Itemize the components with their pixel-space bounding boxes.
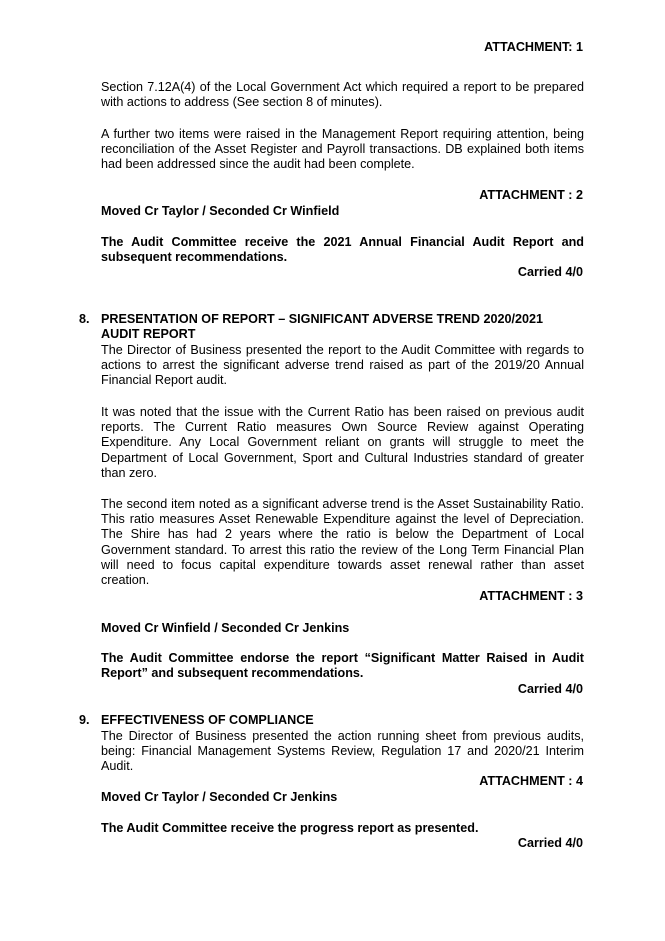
intro-paragraph-1: Section 7.12A(4) of the Local Government Act which required a report to be prepared with actions to address (See section 8 of minutes). [101,80,584,110]
carried-label-3: Carried 4/0 [517,836,583,850]
attachment-label-2: ATTACHMENT : 2 [479,188,583,202]
motion-moved-2: Moved Cr Winfield / Seconded Cr Jenkins [101,621,350,635]
motion-moved-1: Moved Cr Taylor / Seconded Cr Winfield [101,204,340,218]
section-8-paragraph-3: The second item noted as a significant adverse trend is the Asset Sustainability Ratio. This ratio measures Asset Renewable Expenditure against the level of Depreciation. The Shire has had 2 years where the ratio is below the Department of Local Government standard. To arrest this ratio the review of the Long Term Financial Plan will need to focus capital expenditure towards asset renewal rather than asset creation. [101,497,584,588]
resolution-3: The Audit Committee receive the progress report as presented. [101,821,479,835]
attachment-label-4: ATTACHMENT : 4 [479,774,583,788]
section-9-paragraph-1: The Director of Business presented the action running sheet from previous audits, being: Financial Management Systems Review, Regulation 17 and 2020/21 Interim Audit. [101,729,584,774]
motion-moved-3: Moved Cr Taylor / Seconded Cr Jenkins [101,790,338,804]
resolution-2: The Audit Committee endorse the report “Significant Matter Raised in Audit Report” and subsequent recommendations. [101,651,584,681]
section-8-title: PRESENTATION OF REPORT – SIGNIFICANT ADVERSE TREND 2020/2021 AUDIT REPORT [101,312,544,342]
carried-label-2: Carried 4/0 [517,682,583,696]
section-8-paragraph-1: The Director of Business presented the report to the Audit Committee with regards to actions to arrest the significant adverse trend raised as part of the 2019/20 Annual Financial Report audit. [101,343,584,388]
section-9-number: 9. [79,713,90,727]
section-8-number: 8. [79,312,90,326]
carried-label-1: Carried 4/0 [517,265,583,279]
attachment-label-3: ATTACHMENT : 3 [479,589,583,603]
intro-paragraph-2: A further two items were raised in the Management Report requiring attention, being reconciliation of the Asset Register and Payroll transactions. DB explained both items had been addressed since the audit had been complete. [101,127,584,172]
section-8-paragraph-2: It was noted that the issue with the Current Ratio has been raised on previous audit reports. The Current Ratio measures Own Source Review against Operating Expenditure. Any Local Government reliant on grants will struggle to meet the Department of Local Government, Sport and Cultural Industries standard of greater than zero. [101,405,584,480]
attachment-label-1: ATTACHMENT: 1 [484,40,583,54]
section-9-title: EFFECTIVENESS OF COMPLIANCE [101,713,314,727]
resolution-1: The Audit Committee receive the 2021 Annual Financial Audit Report and subsequent recommendations. [101,235,584,265]
